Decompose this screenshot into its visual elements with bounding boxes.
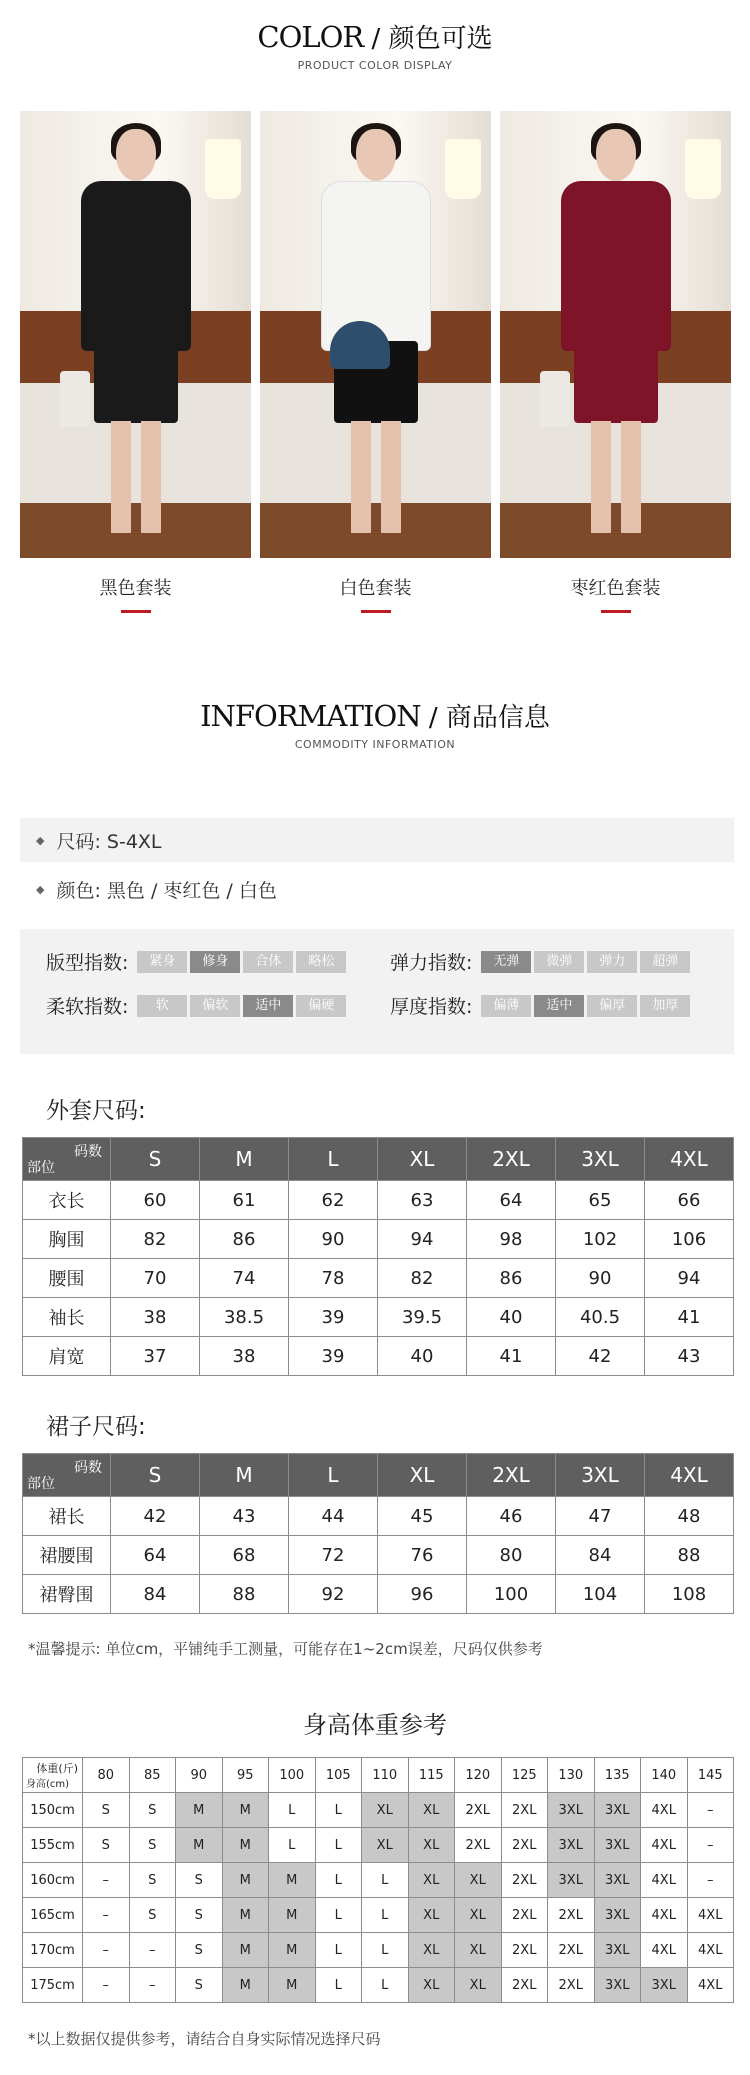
size-value: 63 [378, 1181, 467, 1220]
weight-header: 85 [129, 1758, 176, 1793]
model-legs [111, 421, 161, 533]
ref-size-cell: 4XL [687, 1968, 734, 2003]
ref-size-cell: 3XL [594, 1933, 641, 1968]
table-row [23, 1298, 734, 1337]
model-face [356, 129, 396, 181]
ref-size-cell: L [362, 1863, 409, 1898]
size-value: 84 [556, 1536, 645, 1575]
size-value: 41 [645, 1298, 734, 1337]
size-value: 42 [111, 1497, 200, 1536]
ref-size-cell: L [362, 1968, 409, 2003]
ref-size-cell: 4XL [687, 1898, 734, 1933]
size-value: 40 [378, 1337, 467, 1376]
size-header: 2XL [467, 1454, 556, 1497]
row-label: 裙长 [23, 1497, 111, 1536]
caption-underline [601, 610, 631, 613]
size-value: 90 [289, 1220, 378, 1259]
table-row [23, 1575, 734, 1614]
ref-size-cell: L [269, 1793, 316, 1828]
size-value: 43 [200, 1497, 289, 1536]
size-value: 41 [467, 1337, 556, 1376]
row-label: 袖长 [23, 1298, 111, 1337]
ref-size-cell: – [83, 1898, 130, 1933]
size-value: 45 [378, 1497, 467, 1536]
index-option: 加厚 [640, 995, 690, 1017]
model-face [596, 129, 636, 181]
size-value: 86 [200, 1220, 289, 1259]
table-row [23, 1259, 734, 1298]
measurement-note: *温馨提示: 单位cm，平铺纯手工测量，可能存在1~2cm误差，尺码仅供参考 [28, 1640, 543, 1658]
size-header: L [289, 1138, 378, 1181]
corner-bottom-label: 部位 [27, 1160, 55, 1176]
ref-size-cell: S [83, 1793, 130, 1828]
size-value: 39 [289, 1298, 378, 1337]
ref-size-cell: 3XL [594, 1898, 641, 1933]
ref-size-cell: – [687, 1863, 734, 1898]
color-section-title [0, 18, 750, 72]
suit-skirt [94, 341, 178, 423]
weight-header: 145 [687, 1758, 734, 1793]
index-option: 适中 [534, 995, 584, 1017]
ref-size-cell: 2XL [501, 1828, 548, 1863]
ref-size-cell: L [315, 1828, 362, 1863]
row-label: 裙臀围 [23, 1575, 111, 1614]
size-value: 68 [200, 1536, 289, 1575]
ref-size-cell: S [129, 1898, 176, 1933]
corner-top-label: 码数 [74, 1460, 102, 1476]
index-option: 修身 [190, 951, 240, 973]
ref-size-cell: – [687, 1793, 734, 1828]
size-value: 78 [289, 1259, 378, 1298]
height-label: 160cm [23, 1863, 83, 1898]
ref-size-cell: 4XL [641, 1793, 688, 1828]
product-photo [20, 111, 251, 558]
size-value: 82 [378, 1259, 467, 1298]
table-row [23, 1337, 734, 1376]
jacket-size-title: 外套尺码: [46, 1098, 146, 1124]
index-label: 柔软指数: [46, 996, 129, 1018]
info-title-cn: 商品信息 [445, 703, 550, 733]
info-title-sep: / [420, 703, 446, 733]
ref-size-cell: XL [408, 1863, 455, 1898]
photo-lamp [445, 139, 481, 199]
weight-header: 80 [83, 1758, 130, 1793]
ref-size-cell: – [129, 1968, 176, 2003]
index-row [46, 992, 346, 1019]
info-subtitle: COMMODITY INFORMATION [294, 738, 456, 751]
model-legs [351, 421, 401, 533]
weight-header: 110 [362, 1758, 409, 1793]
model-legs [591, 421, 641, 533]
ref-size-cell: M [222, 1793, 269, 1828]
ref-size-cell: 2XL [501, 1793, 548, 1828]
handbag [60, 371, 90, 427]
size-value: 106 [645, 1220, 734, 1259]
size-value: 74 [200, 1259, 289, 1298]
weight-header: 140 [641, 1758, 688, 1793]
ref-row [23, 1933, 734, 1968]
size-value: 64 [111, 1536, 200, 1575]
size-value: 38 [111, 1298, 200, 1337]
row-label: 裙腰围 [23, 1536, 111, 1575]
spec-size-row [20, 818, 734, 862]
size-value: 84 [111, 1575, 200, 1614]
size-value: 60 [111, 1181, 200, 1220]
ref-size-cell: – [83, 1863, 130, 1898]
size-value: 80 [467, 1536, 556, 1575]
weight-header: 125 [501, 1758, 548, 1793]
size-value: 76 [378, 1536, 467, 1575]
diamond-bullet-icon: ◆ [36, 882, 45, 896]
size-value: 102 [556, 1220, 645, 1259]
info-section-title [0, 697, 750, 751]
color-caption-label: 白色套装 [339, 578, 412, 599]
index-row [390, 992, 690, 1019]
weight-header: 135 [594, 1758, 641, 1793]
suit-jacket [81, 181, 191, 351]
size-value: 104 [556, 1575, 645, 1614]
ref-size-cell: 3XL [594, 1968, 641, 2003]
ref-size-cell: XL [408, 1828, 455, 1863]
size-value: 42 [556, 1337, 645, 1376]
ref-size-cell: S [129, 1828, 176, 1863]
corner-bottom-label: 身高(cm) [26, 1779, 70, 1790]
index-label: 厚度指数: [390, 996, 473, 1018]
ref-size-cell: 3XL [548, 1793, 595, 1828]
weight-header: 105 [315, 1758, 362, 1793]
ref-size-cell: 4XL [641, 1828, 688, 1863]
color-title-cn: 颜色可选 [388, 24, 493, 54]
ref-size-cell: XL [408, 1933, 455, 1968]
index-option: 微弹 [534, 951, 584, 973]
color-caption [500, 574, 731, 613]
height-label: 155cm [23, 1828, 83, 1863]
ref-row [23, 1968, 734, 2003]
ref-size-cell: 3XL [594, 1828, 641, 1863]
size-header: 3XL [556, 1454, 645, 1497]
index-option: 偏硬 [296, 995, 346, 1017]
size-value: 72 [289, 1536, 378, 1575]
size-header: M [200, 1138, 289, 1181]
ref-row [23, 1828, 734, 1863]
ref-size-cell: 2XL [455, 1793, 502, 1828]
size-value: 88 [200, 1575, 289, 1614]
size-value: 62 [289, 1181, 378, 1220]
ref-header-row [23, 1758, 734, 1793]
ref-size-cell: M [222, 1828, 269, 1863]
row-label: 腰围 [23, 1259, 111, 1298]
index-option: 偏薄 [481, 995, 531, 1017]
ref-size-cell: L [362, 1898, 409, 1933]
ref-size-cell: 2XL [501, 1933, 548, 1968]
size-value: 82 [111, 1220, 200, 1259]
size-header: 3XL [556, 1138, 645, 1181]
info-title-en: INFORMATION [200, 699, 421, 733]
ref-size-cell: S [176, 1933, 223, 1968]
model-face [116, 129, 156, 181]
ref-size-cell: XL [408, 1968, 455, 2003]
index-option: 略松 [296, 951, 346, 973]
weight-header: 95 [222, 1758, 269, 1793]
ref-size-cell: – [83, 1933, 130, 1968]
index-option: 软 [137, 995, 187, 1017]
table-row [23, 1181, 734, 1220]
height-weight-table [22, 1757, 734, 2003]
spec-size-text: 尺码: S-4XL [56, 830, 162, 853]
table-corner [23, 1138, 111, 1181]
ref-size-cell: M [176, 1828, 223, 1863]
size-value: 48 [645, 1497, 734, 1536]
size-header: S [111, 1454, 200, 1497]
handbag [540, 371, 570, 427]
size-header: S [111, 1138, 200, 1181]
size-value: 38 [200, 1337, 289, 1376]
ref-size-cell: M [269, 1863, 316, 1898]
suit-jacket [561, 181, 671, 351]
size-header: L [289, 1454, 378, 1497]
color-title-sep: / [363, 24, 389, 54]
ref-size-cell: XL [408, 1793, 455, 1828]
size-value: 70 [111, 1259, 200, 1298]
row-label: 肩宽 [23, 1337, 111, 1376]
ref-size-cell: M [222, 1863, 269, 1898]
ref-size-cell: – [83, 1968, 130, 2003]
ref-size-cell: XL [362, 1828, 409, 1863]
spec-color-text: 颜色: 黑色 / 枣红色 / 白色 [56, 879, 277, 902]
ref-size-cell: 2XL [455, 1828, 502, 1863]
ref-size-cell: L [315, 1933, 362, 1968]
ref-size-cell: S [176, 1898, 223, 1933]
skirt-size-table [22, 1453, 734, 1614]
index-option: 超弹 [640, 951, 690, 973]
index-option: 合体 [243, 951, 293, 973]
size-value: 65 [556, 1181, 645, 1220]
ref-size-cell: S [129, 1863, 176, 1898]
size-value: 46 [467, 1497, 556, 1536]
color-caption [260, 574, 491, 613]
ref-size-cell: 3XL [594, 1863, 641, 1898]
ref-size-cell: S [129, 1793, 176, 1828]
ref-size-cell: S [83, 1828, 130, 1863]
caption-underline [121, 610, 151, 613]
table-row [23, 1536, 734, 1575]
size-header: 2XL [467, 1138, 556, 1181]
ref-size-cell: L [315, 1968, 362, 2003]
ref-size-cell: L [362, 1933, 409, 1968]
table-row [23, 1220, 734, 1259]
index-option: 紧身 [137, 951, 187, 973]
ref-size-cell: S [176, 1968, 223, 2003]
ref-corner [23, 1758, 83, 1793]
size-header: 4XL [645, 1138, 734, 1181]
ref-size-cell: M [269, 1898, 316, 1933]
corner-bottom-label: 部位 [27, 1476, 55, 1492]
size-value: 64 [467, 1181, 556, 1220]
color-title-en: COLOR [257, 20, 364, 54]
ref-size-cell: – [129, 1933, 176, 1968]
spec-color-row [20, 867, 734, 911]
ref-size-cell: – [687, 1828, 734, 1863]
ref-size-cell: L [315, 1793, 362, 1828]
ref-size-cell: XL [455, 1898, 502, 1933]
ref-size-cell: 2XL [501, 1863, 548, 1898]
size-value: 90 [556, 1259, 645, 1298]
size-value: 92 [289, 1575, 378, 1614]
ref-size-cell: 3XL [548, 1828, 595, 1863]
size-header: M [200, 1454, 289, 1497]
ref-size-cell: XL [362, 1793, 409, 1828]
ref-size-cell: 2XL [548, 1933, 595, 1968]
weight-header: 100 [269, 1758, 316, 1793]
index-option: 偏厚 [587, 995, 637, 1017]
ref-size-cell: 4XL [641, 1933, 688, 1968]
ref-size-cell: 2XL [501, 1898, 548, 1933]
size-value: 37 [111, 1337, 200, 1376]
size-value: 39.5 [378, 1298, 467, 1337]
index-option: 无弹 [481, 951, 531, 973]
ref-size-cell: M [222, 1898, 269, 1933]
size-value: 40.5 [556, 1298, 645, 1337]
index-option: 适中 [243, 995, 293, 1017]
ref-size-cell: XL [455, 1863, 502, 1898]
height-label: 175cm [23, 1968, 83, 2003]
skirt-size-title: 裙子尺码: [46, 1414, 146, 1440]
size-value: 44 [289, 1497, 378, 1536]
table-corner [23, 1454, 111, 1497]
ref-size-cell: XL [455, 1968, 502, 2003]
size-value: 66 [645, 1181, 734, 1220]
size-header: 4XL [645, 1454, 734, 1497]
ref-row [23, 1793, 734, 1828]
size-value: 108 [645, 1575, 734, 1614]
ref-size-cell: XL [408, 1898, 455, 1933]
table-row [23, 1497, 734, 1536]
ref-size-cell: 3XL [641, 1968, 688, 2003]
color-caption-label: 枣红色套装 [570, 578, 661, 599]
height-weight-title: 身高体重参考 [303, 1711, 447, 1739]
row-label: 衣长 [23, 1181, 111, 1220]
height-label: 165cm [23, 1898, 83, 1933]
ref-size-cell: 4XL [641, 1898, 688, 1933]
ref-size-cell: L [315, 1863, 362, 1898]
diamond-bullet-icon: ◆ [36, 833, 45, 847]
ref-size-cell: 2XL [548, 1898, 595, 1933]
product-photo [500, 111, 731, 558]
size-value: 47 [556, 1497, 645, 1536]
ref-size-cell: L [315, 1898, 362, 1933]
weight-header: 120 [455, 1758, 502, 1793]
color-subtitle: PRODUCT COLOR DISPLAY [297, 59, 453, 72]
size-value: 38.5 [200, 1298, 289, 1337]
product-photo [260, 111, 491, 558]
color-caption-label: 黑色套装 [99, 578, 172, 599]
ref-size-cell: 3XL [548, 1863, 595, 1898]
row-label: 胸围 [23, 1220, 111, 1259]
size-value: 86 [467, 1259, 556, 1298]
ref-size-cell: M [222, 1968, 269, 2003]
ref-row [23, 1898, 734, 1933]
ref-size-cell: M [176, 1793, 223, 1828]
index-row [390, 948, 690, 975]
caption-underline [361, 610, 391, 613]
suit-skirt [574, 341, 658, 423]
ref-size-cell: L [269, 1828, 316, 1863]
size-value: 88 [645, 1536, 734, 1575]
index-label: 版型指数: [46, 952, 129, 974]
height-label: 170cm [23, 1933, 83, 1968]
ref-size-cell: XL [455, 1933, 502, 1968]
weight-header: 115 [408, 1758, 455, 1793]
height-label: 150cm [23, 1793, 83, 1828]
index-option: 偏软 [190, 995, 240, 1017]
index-option: 弹力 [587, 951, 637, 973]
photo-lamp [205, 139, 241, 199]
reference-note: *以上数据仅提供参考，请结合自身实际情况选择尺码 [28, 2030, 381, 2048]
corner-top-label: 码数 [74, 1144, 102, 1160]
size-value: 94 [378, 1220, 467, 1259]
size-value: 43 [645, 1337, 734, 1376]
ref-size-cell: 4XL [687, 1933, 734, 1968]
index-row [46, 948, 346, 975]
color-caption [20, 574, 251, 613]
size-value: 100 [467, 1575, 556, 1614]
ref-size-cell: M [269, 1968, 316, 2003]
ref-size-cell: S [176, 1863, 223, 1898]
ref-size-cell: 3XL [594, 1793, 641, 1828]
size-header: XL [378, 1454, 467, 1497]
size-header: XL [378, 1138, 467, 1181]
ref-row [23, 1863, 734, 1898]
ref-size-cell: 4XL [641, 1863, 688, 1898]
weight-header: 130 [548, 1758, 595, 1793]
size-value: 94 [645, 1259, 734, 1298]
ref-size-cell: 2XL [548, 1968, 595, 2003]
corner-top-label: 体重(斤) [36, 1762, 78, 1775]
size-value: 98 [467, 1220, 556, 1259]
size-value: 96 [378, 1575, 467, 1614]
jacket-size-table [22, 1137, 734, 1376]
size-value: 40 [467, 1298, 556, 1337]
ref-size-cell: 2XL [501, 1968, 548, 2003]
weight-header: 90 [176, 1758, 223, 1793]
photo-lamp [685, 139, 721, 199]
ref-size-cell: M [222, 1933, 269, 1968]
index-label: 弹力指数: [390, 952, 473, 974]
ref-size-cell: M [269, 1933, 316, 1968]
size-value: 39 [289, 1337, 378, 1376]
size-value: 61 [200, 1181, 289, 1220]
